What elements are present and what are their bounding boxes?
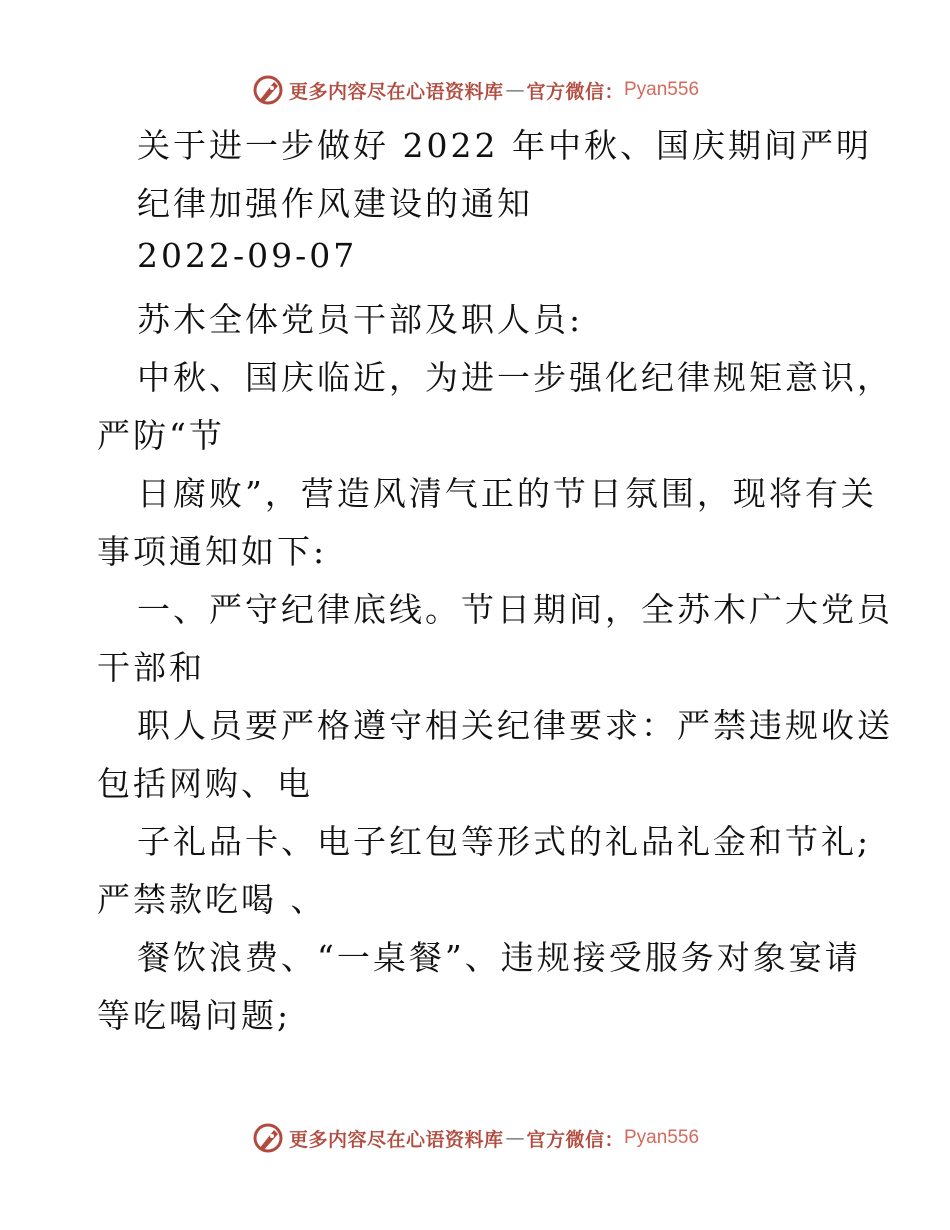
- document-title-line-2: 纪律加强作风建设的通知: [137, 184, 533, 223]
- paragraph-line: 一、严守纪律底线。节日期间，全苏木广大党员: [137, 590, 893, 629]
- banner-text: 更多内容尽在心语资料库: [288, 1128, 504, 1151]
- document-title-line-1: 关于进一步做好 2022 年中秋、国庆期间严明: [137, 126, 872, 165]
- paragraph-line: 职人员要严格遵守相关纪律要求：严禁违规收送: [137, 706, 893, 745]
- paragraph-line: 子礼品卡、电子红包等形式的礼品礼金和节礼;: [137, 822, 872, 861]
- paragraph-line: 包括网购、电: [97, 764, 313, 803]
- paragraph-line: 日腐败”，营造风清气正的节日氛围，现将有关: [137, 474, 877, 513]
- banner-wechat-label: 官方微信：: [526, 1128, 624, 1151]
- banner-wechat-label: 官方微信：: [526, 80, 624, 103]
- paragraph-line: 餐饮浪费、“一桌餐”、违规接受服务对象宴请: [137, 938, 861, 977]
- paragraph-line: 干部和: [97, 648, 205, 687]
- document-date: 2022-09-07: [137, 236, 358, 275]
- pen-nib-logo-icon: [251, 1121, 285, 1155]
- paragraph-line: 等吃喝问题;: [97, 996, 292, 1035]
- paragraph-line: 严防“节: [97, 416, 225, 455]
- paragraph-line: 事项通知如下:: [97, 532, 328, 571]
- document-salutation: 苏木全体党员干部及职人员:: [137, 300, 584, 339]
- banner-wechat-id: Pyan556: [624, 1127, 700, 1148]
- banner-separator: —: [505, 79, 525, 101]
- header-banner: [0, 70, 950, 110]
- paragraph-line: 严禁款吃喝 、: [97, 880, 327, 919]
- pen-nib-logo-icon: [251, 73, 285, 107]
- paragraph-line: 中秋、国庆临近，为进一步强化纪律规矩意识，: [137, 358, 893, 397]
- banner-wechat-id: Pyan556: [624, 79, 700, 100]
- footer-banner: [0, 1118, 950, 1158]
- banner-separator: —: [505, 1127, 525, 1149]
- banner-text: 更多内容尽在心语资料库: [288, 80, 504, 103]
